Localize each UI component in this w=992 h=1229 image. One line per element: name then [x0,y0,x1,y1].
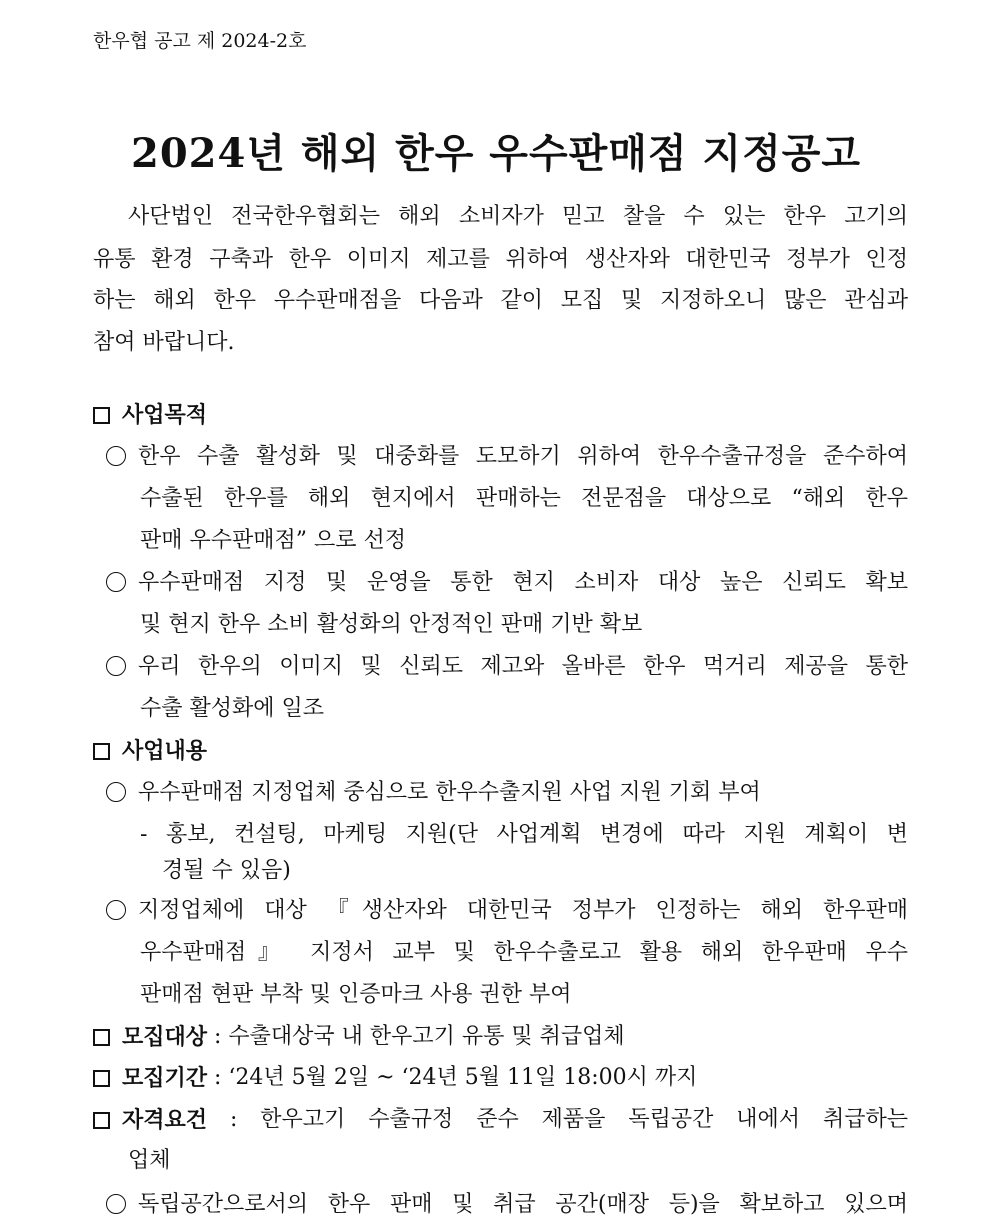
bullet-continuation: 수출 활성화에 일조 [140,696,325,721]
bullet-item: 우수판매점 지정 및 운영을 통한 현지 소비자 대상 높은 신뢰도 확보 [106,568,908,598]
circle-bullet-icon [106,1194,126,1214]
section-label: 사업내용 [122,738,208,764]
circle-bullet-icon [106,782,126,802]
checkbox-square-icon [93,407,110,424]
bullet-item: 독립공간으로서의 한우 판매 및 취급 공간(매장 등)을 확보하고 있으며 [106,1190,908,1220]
section-value-continuation: 업체 [128,1148,171,1173]
page-title: 2024년 해외 한우 우수판매점 지정공고 [131,130,861,177]
checkbox-square-icon [93,1070,110,1087]
section-heading [93,1105,908,1135]
circle-bullet-icon [106,656,126,676]
circle-bullet-icon [106,572,126,592]
section-value: : 수출대상국 내 한우고기 유통 및 취급업체 [207,1024,625,1049]
circle-bullet-icon [106,446,126,466]
bullet-continuation: 우수판매점』 지정서 교부 및 한우수출로고 활용 해외 한우판매 우수 [140,940,908,965]
bullet-item: 우리 한우의 이미지 및 신뢰도 제고와 올바른 한우 먹거리 제공을 통한 [106,652,908,682]
intro-line: 참여 바랍니다. [93,330,235,355]
sub-item: - 홍보, 컨설팅, 마케팅 지원(단 사업계획 변경에 따라 지원 계획이 변 [140,822,908,847]
bullet-continuation: 수출된 한우를 해외 현지에서 판매하는 전문점을 대상으로 “해외 한우 [140,486,908,511]
checkbox-square-icon [93,1029,110,1046]
bullet-item: 한우 수출 활성화 및 대중화를 도모하기 위하여 한우수출규정을 준수하여 [106,442,908,472]
intro-line: 하는 해외 한우 우수판매점을 다음과 같이 모집 및 지정하오니 많은 관심과 [93,288,908,313]
section-label: 자격요건 [122,1107,208,1133]
checkbox-square-icon [93,743,110,760]
sub-item-continuation: 경될 수 있음) [162,858,291,883]
bullet-continuation: 및 현지 한우 소비 활성화의 안정적인 판매 기반 확보 [140,612,643,637]
intro-line: 사단법인 전국한우협회는 해외 소비자가 믿고 찰을 수 있는 한우 고기의 [128,204,908,229]
bullet-item: 지정업체에 대상 『생산자와 대한민국 정부가 인정하는 해외 한우판매 [106,896,908,926]
section-label: 모집기간 [122,1065,208,1091]
document-number: 한우협 공고 제 2024-2호 [93,30,307,52]
section-heading [93,736,207,766]
intro-line: 유통 환경 구축과 한우 이미지 제고를 위하여 생산자와 대한민국 정부가 인정 [93,247,908,272]
section-heading [93,400,207,430]
section-label: 모집대상 [122,1024,208,1050]
circle-bullet-icon [106,900,126,920]
section-value: : ‘24년 5월 2일 ~ ‘24년 5월 11일 18:00시 까지 [207,1065,698,1090]
bullet-continuation: 판매점 현판 부착 및 인증마크 사용 권한 부여 [140,982,572,1007]
bullet-continuation: 판매 우수판매점” 으로 선정 [140,528,406,553]
bullet-item: 우수판매점 지정업체 중심으로 한우수출지원 사업 지원 기회 부여 [106,778,761,808]
checkbox-square-icon [93,1112,110,1129]
section-value: : 한우고기 수출규정 준수 제품을 독립공간 내에서 취급하는 [207,1107,908,1132]
section-period [93,1063,697,1093]
section-label: 사업목적 [122,402,208,428]
section-target [93,1022,625,1052]
